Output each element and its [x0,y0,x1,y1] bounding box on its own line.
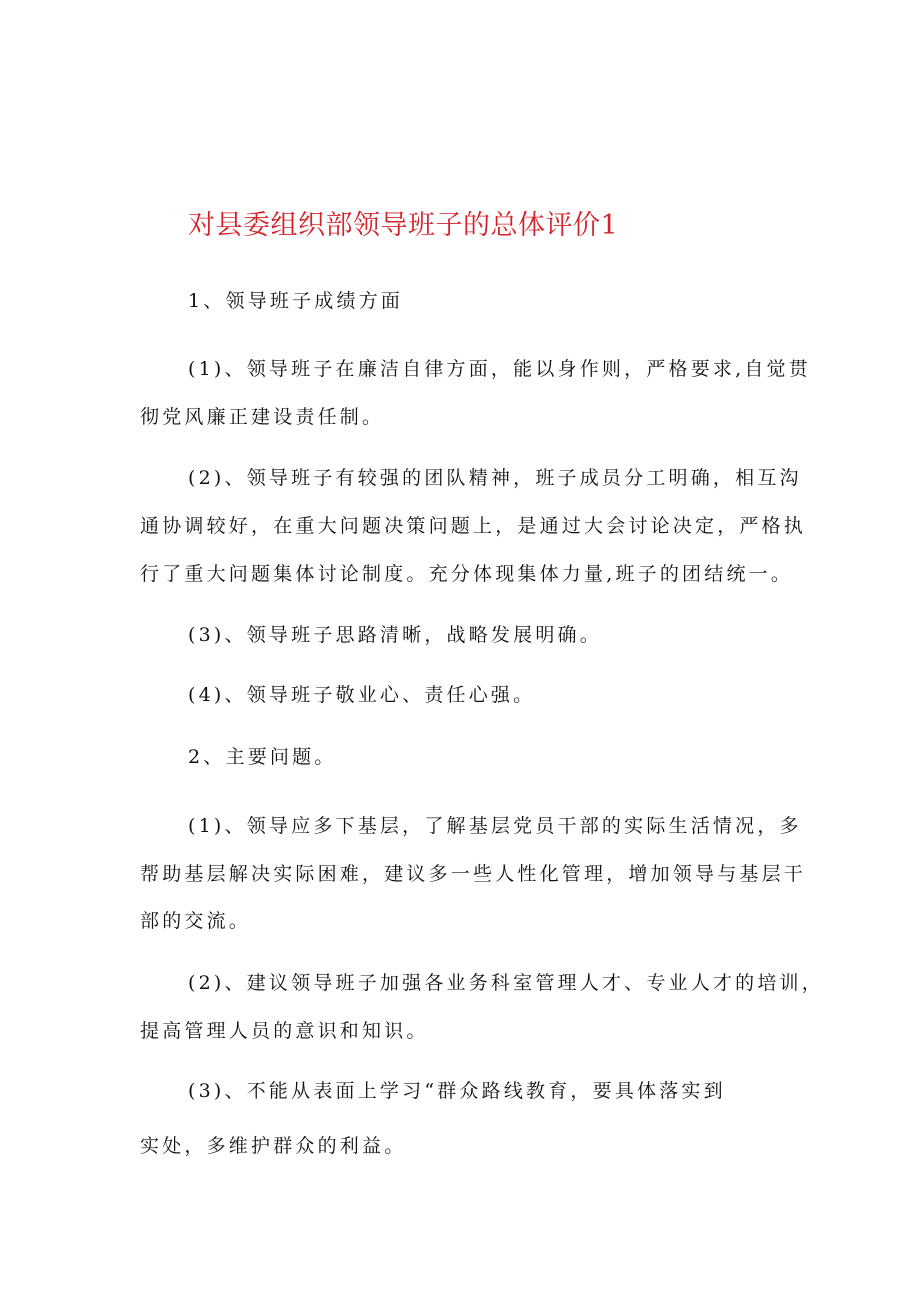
section-1-heading: 1、领导班子成绩方面 [188,290,404,312]
s2-item3-line2: 实处，多维护群众的利益。 [140,1135,407,1157]
s1-item2-line2: 通协调较好，在重大问题决策问题上，是通过大会讨论决定，严格执 [140,515,807,537]
document-title: 对县委组织部领导班子的总体评价1 [188,210,619,241]
s1-item2-line1: (2)、领导班子有较强的团队精神，班子成员分工明确，相互沟 [188,467,802,489]
s2-item1-line3: 部的交流。 [140,910,252,932]
s1-item1-line1: (1)、领导班子在廉洁自律方面，能以身作则，严格要求,自觉贯 [188,358,811,380]
s2-item3-line1: (3)、不能从表面上学习“群众路线教育，要具体落实到 [188,1080,726,1102]
s2-item2-line2: 提高管理人员的意识和知识。 [140,1020,429,1042]
s1-item4: (4)、领导班子敬业心、责任心强。 [188,684,536,706]
s2-item1-line2: 帮助基层解决实际困难，建议多一些人性化管理，增加领导与基层干 [140,863,807,885]
s1-item1-line2: 彻党风廉正建设责任制。 [140,406,385,428]
s1-item2-line3: 行了重大问题集体讨论制度。充分体现集体力量,班子的团结统一。 [140,563,794,585]
s2-item1-line1: (1)、领导应多下基层，了解基层党员干部的实际生活情况，多 [188,815,802,837]
s2-item2-line1: (2)、建议领导班子加强各业务科室管理人才、专业人才的培训， [188,972,824,994]
s1-item3: (3)、领导班子思路清晰，战略发展明确。 [188,624,602,646]
section-2-heading: 2、主要问题。 [188,746,337,768]
